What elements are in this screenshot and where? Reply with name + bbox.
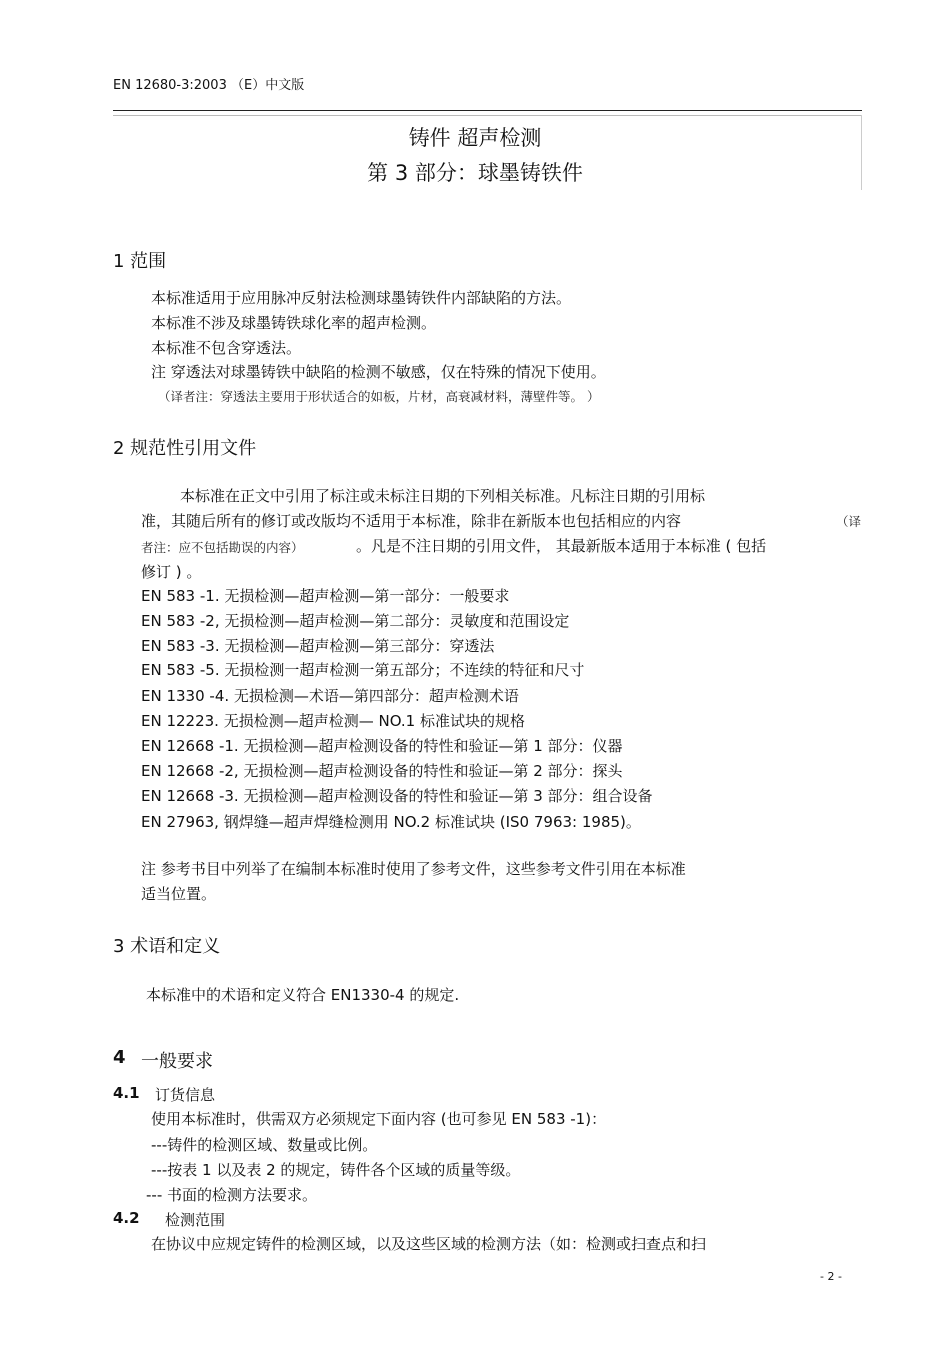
note-line: 适当位置。 [141, 885, 217, 903]
reference-item: EN 583 -3. 无损检测—超声检测—第三部分：穿透法 [141, 637, 495, 655]
paragraph-line: 本标准不涉及球墨铸铁球化率的超声检测。 [151, 314, 437, 332]
subsection-4-2-title: 检测范围 [165, 1211, 226, 1229]
note-line: 注 穿透法对球墨铸铁中缺陷的检测不敏感，仅在特殊的情况下使用。 [151, 363, 606, 381]
note-line: 注 参考书目中列举了在编制本标准时使用了参考文件，这些参考文件引用在本标准 [141, 860, 686, 878]
paragraph-line: 在协议中应规定铸件的检测区域，以及这些区域的检测方法（如：检测或扫查点和扫 [151, 1235, 707, 1253]
paragraph-line: 本标准适用于应用脉冲反射法检测球墨铸铁件内部缺陷的方法。 [151, 289, 572, 307]
paragraph-line: 修订 ) 。 [141, 563, 202, 581]
document-title: 铸件 超声检测 [408, 126, 542, 150]
reference-item: EN 12223. 无损检测—超声检测— NO.1 标准试块的规格 [141, 712, 525, 730]
section-3-heading: 3 术语和定义 [113, 936, 221, 957]
document-header: EN 12680-3:2003 （E）中文版 [113, 78, 305, 93]
translator-note: （译者注：穿透法主要用于形状适合的如板，片材，高衰减材料，薄壁件等。 ） [158, 389, 600, 404]
subsection-4-2-number: 4.2 [113, 1209, 140, 1227]
subsection-4-1-title: 订货信息 [155, 1086, 216, 1104]
title-box-top [113, 115, 862, 116]
paragraph-line: 本标准不包含穿透法。 [151, 339, 302, 357]
section-4-heading: 一般要求 [141, 1051, 213, 1072]
list-item: ---按表 1 以及表 2 的规定，铸件各个区域的质量等级。 [151, 1161, 521, 1179]
list-item: --- 书面的检测方法要求。 [146, 1186, 318, 1204]
reference-item: EN 1330 -4. 无损检测—术语—第四部分：超声检测术语 [141, 687, 519, 705]
reference-item: EN 12668 -3. 无损检测—超声检测设备的特性和验证—第 3 部分：组合设备 [141, 787, 653, 805]
translator-note-start: （译 [836, 514, 862, 529]
section-2-heading: 2 规范性引用文件 [113, 438, 257, 459]
reference-item: EN 27963, 钢焊缝—超声焊缝检测用 NO.2 标准试块 (IS0 7963: 1985)。 [141, 813, 641, 831]
paragraph-line: 本标准中的术语和定义符合 EN1330-4 的规定. [146, 986, 460, 1004]
list-item: ---铸件的检测区域、数量或比例。 [151, 1136, 378, 1154]
paragraph-line: 本标准在正文中引用了标注或未标注日期的下列相关标准。凡标注日期的引用标 [180, 487, 706, 505]
reference-item: EN 583 -1. 无损检测—超声检测—第一部分：一般要求 [141, 587, 510, 605]
reference-item: EN 583 -5. 无损检测一超声检测一第五部分；不连续的特征和尺寸 [141, 661, 585, 679]
paragraph-line: 。凡是不注日期的引用文件， 其最新版本适用于本标准 ( 包括 [356, 537, 767, 555]
reference-item: EN 12668 -2, 无损检测—超声检测设备的特性和验证—第 2 部分：探头 [141, 762, 623, 780]
paragraph-line: 使用本标准时，供需双方必须规定下面内容 (也可参见 EN 583 -1)： [151, 1110, 607, 1128]
translator-note-end: 者注：应不包括勘误的内容） [141, 540, 304, 555]
reference-item: EN 583 -2, 无损检测—超声检测—第二部分：灵敏度和范围设定 [141, 612, 570, 630]
header-rule [113, 110, 862, 111]
section-4-number: 4 [113, 1047, 126, 1068]
paragraph-line: 准，其随后所有的修订或改版均不适用于本标准，除非在新版本也包括相应的内容 [141, 512, 682, 530]
document-subtitle: 第 3 部分：球墨铸铁件 [367, 161, 583, 185]
subsection-4-1-number: 4.1 [113, 1084, 140, 1102]
reference-item: EN 12668 -1. 无损检测—超声检测设备的特性和验证—第 1 部分：仪器 [141, 737, 623, 755]
page-number: - 2 - [820, 1270, 842, 1283]
section-1-heading: 1 范围 [113, 251, 167, 272]
